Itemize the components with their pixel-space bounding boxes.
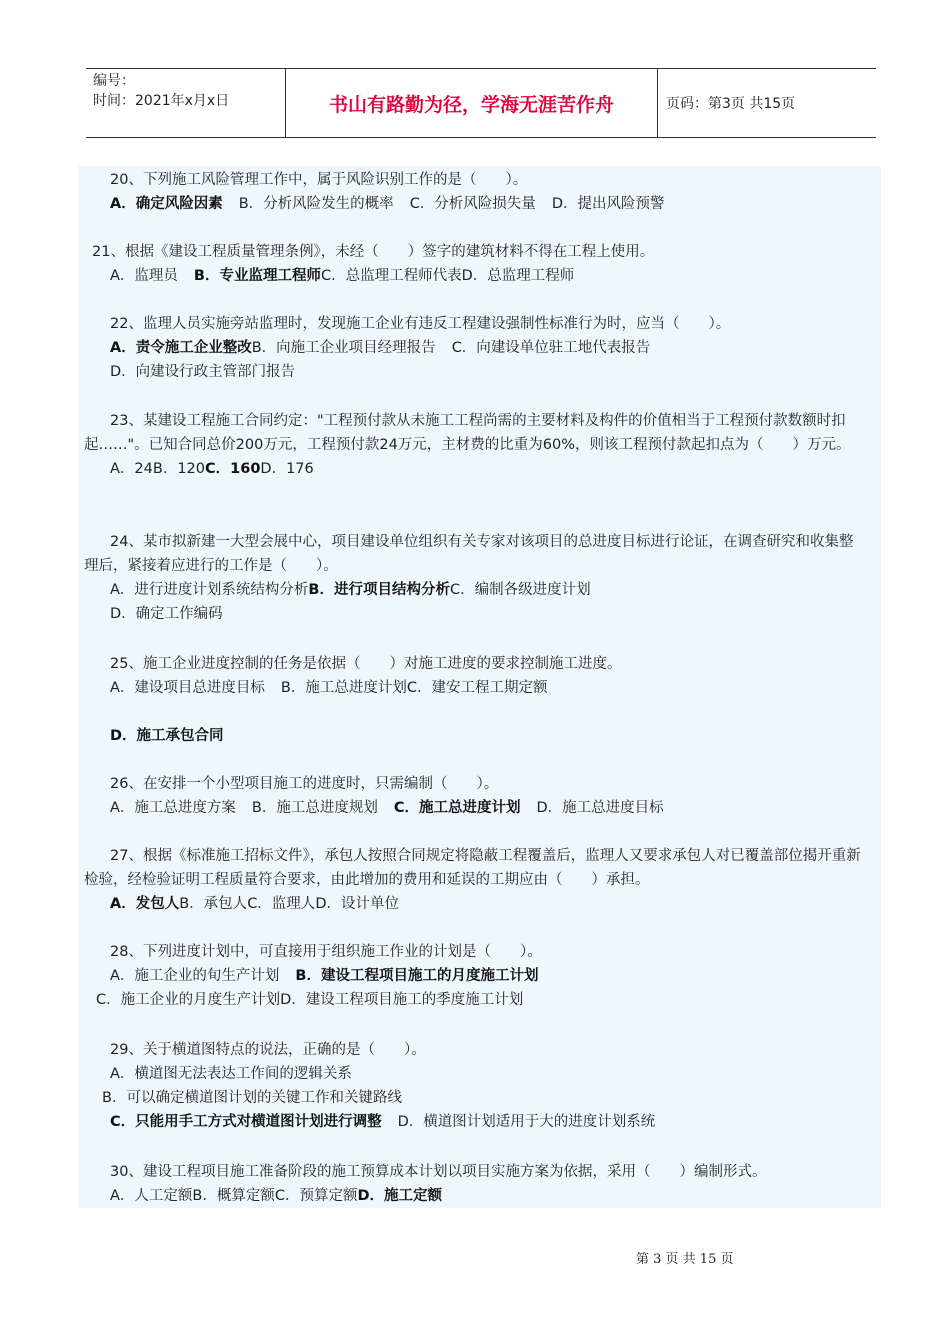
option-c: C．预算定额 <box>274 1188 358 1204</box>
question-area <box>78 166 881 1208</box>
option-b: B．施工总进度规划 <box>251 800 378 816</box>
option-line <box>78 1062 881 1086</box>
question-stem: 28、下列进度计划中，可直接用于组织施工作业的计划是（ ）。 <box>110 944 542 960</box>
question-23 <box>78 409 881 481</box>
option-line <box>78 457 881 481</box>
page-header <box>86 68 876 138</box>
option-line <box>78 336 881 360</box>
option-d: D．176 <box>260 461 314 477</box>
option-b: B．概算定额 <box>192 1188 275 1204</box>
option-line <box>78 264 881 288</box>
option-d: D．设计单位 <box>315 896 399 912</box>
option-d: D．确定工作编码 <box>110 606 223 622</box>
option-line <box>78 676 881 700</box>
option-d: D．横道图计划适用于大的进度计划系统 <box>397 1114 656 1130</box>
option-line <box>78 964 881 988</box>
question-29 <box>78 1038 881 1134</box>
option-d: D．建设工程项目施工的季度施工计划 <box>280 992 524 1008</box>
option-c: C．施工企业的月度生产计划 <box>96 992 281 1008</box>
option-a: A．发包人 <box>110 896 180 912</box>
option-d: D．施工承包合同 <box>110 728 224 744</box>
option-a: A．进行进度计划系统结构分析 <box>110 582 309 598</box>
question-stem: 20、下列施工风险管理工作中，属于风险识别工作的是（ ）。 <box>110 172 528 188</box>
question-stem: 22、监理人员实施旁站监理时，发现施工企业有违反工程建设强制性标准行为时，应当（ ）。 <box>110 316 731 332</box>
option-line <box>78 724 881 748</box>
option-b: B．建设工程项目施工的月度施工计划 <box>295 968 539 984</box>
option-line <box>78 602 881 626</box>
option-a: A．确定风险因素 <box>110 196 223 212</box>
question-21 <box>78 240 881 288</box>
question-30 <box>78 1160 881 1208</box>
question-stem: 26、在安排一个小型项目施工的进度时，只需编制（ ）。 <box>110 776 499 792</box>
option-b: B．承包人 <box>179 896 248 912</box>
option-d: D．总监理工程师 <box>461 268 575 284</box>
option-c: C．160 <box>205 461 261 477</box>
option-a: A．责令施工企业整改 <box>110 340 252 356</box>
question-24 <box>78 530 881 626</box>
option-b: B．120 <box>152 461 205 477</box>
option-d: D．提出风险预警 <box>551 196 665 212</box>
question-stem: 27、根据《标准施工招标文件》，承包人按照合同规定将隐蔽工程覆盖后，监理人又要求承包人对已覆盖部位揭开重新检验，经检验证明工程质量符合要求，由此增加的费用和延误的工期应由（ ）承担。 <box>84 848 861 888</box>
question-stem: 25、施工企业进度控制的任务是依据（ ）对施工进度的要求控制施工进度。 <box>110 656 622 672</box>
option-b: B．进行项目结构分析 <box>308 582 450 598</box>
option-line <box>78 892 881 916</box>
option-a: A．横道图无法表达工作间的逻辑关系 <box>110 1066 352 1082</box>
question-26 <box>78 772 881 820</box>
option-b: B．可以确定横道图计划的关键工作和关键路线 <box>102 1090 402 1106</box>
option-c: C．向建设单位驻工地代表报告 <box>451 340 651 356</box>
question-stem: 29、关于横道图特点的说法，正确的是（ ）。 <box>110 1042 426 1058</box>
option-d: D．向建设行政主管部门报告 <box>110 364 296 380</box>
option-line <box>78 578 881 602</box>
option-line <box>78 1110 881 1134</box>
option-a: A．施工总进度方案 <box>110 800 236 816</box>
question-stem: 30、建设工程项目施工准备阶段的施工预算成本计划以项目实施方案为依据，采用（ ）编制形式。 <box>110 1164 767 1180</box>
header-meta <box>86 69 285 137</box>
option-c: C．只能用手工方式对横道图计划进行调整 <box>110 1114 382 1130</box>
question-22 <box>78 312 881 384</box>
option-c: C．分析风险损失量 <box>409 196 536 212</box>
option-a: A．人工定额 <box>110 1188 193 1204</box>
option-line <box>78 192 881 216</box>
option-a: A．24 <box>110 461 153 477</box>
option-a: A．监理员 <box>110 268 178 284</box>
question-stem: 24、某市拟新建一大型会展中心，项目建设单位组织有关专家对该项目的总进度目标进行论证，在调查研究和收集整理后，紧接着应进行的工作是（ ）。 <box>84 534 854 574</box>
option-b: B．向施工企业项目经理报告 <box>251 340 436 356</box>
question-25 <box>78 652 881 748</box>
option-c: C．监理人 <box>247 896 316 912</box>
page-footer: 第 3 页 共 15 页 <box>636 1252 734 1267</box>
option-line <box>78 360 881 384</box>
question-27 <box>78 844 881 916</box>
option-c: C．施工总进度计划 <box>393 800 521 816</box>
question-28 <box>78 940 881 1012</box>
option-line <box>78 796 881 820</box>
option-line <box>78 1086 881 1110</box>
time-label: 时间：2021年x月x日 <box>93 93 230 109</box>
option-c: C．总监理工程师代表 <box>320 268 462 284</box>
option-b: B．分析风险发生的概率 <box>238 196 394 212</box>
option-d: D．施工总进度目标 <box>536 800 664 816</box>
option-line <box>78 1184 881 1208</box>
header-page-info: 页码：第3页 共15页 <box>666 96 796 112</box>
question-20 <box>78 168 881 216</box>
option-c: C．建安工程工期定额 <box>406 680 548 696</box>
question-stem: 21、根据《建设工程质量管理条例》，未经（ ）签字的建筑材料不得在工程上使用。 <box>92 244 655 260</box>
option-d: D．施工定额 <box>357 1188 443 1204</box>
option-b: B．施工总进度计划 <box>280 680 407 696</box>
option-b: B．专业监理工程师 <box>193 268 321 284</box>
question-stem: 23、某建设工程施工合同约定："工程预付款从未施工工程尚需的主要材料及构件的价值相当于工程预付款数额时扣起……"。已知合同总价200万元，工程预付款24万元，主材费的比重为60%，则该工程预付款起扣点为（ ）万元。 <box>84 413 851 453</box>
header-motto: 书山有路勤为径，学海无涯苦作舟 <box>285 69 658 137</box>
option-line <box>78 988 881 1012</box>
code-label: 编号： <box>93 73 135 89</box>
option-a: A．建设项目总进度目标 <box>110 680 265 696</box>
option-a: A．施工企业的旬生产计划 <box>110 968 280 984</box>
option-c: C．编制各级进度计划 <box>449 582 591 598</box>
